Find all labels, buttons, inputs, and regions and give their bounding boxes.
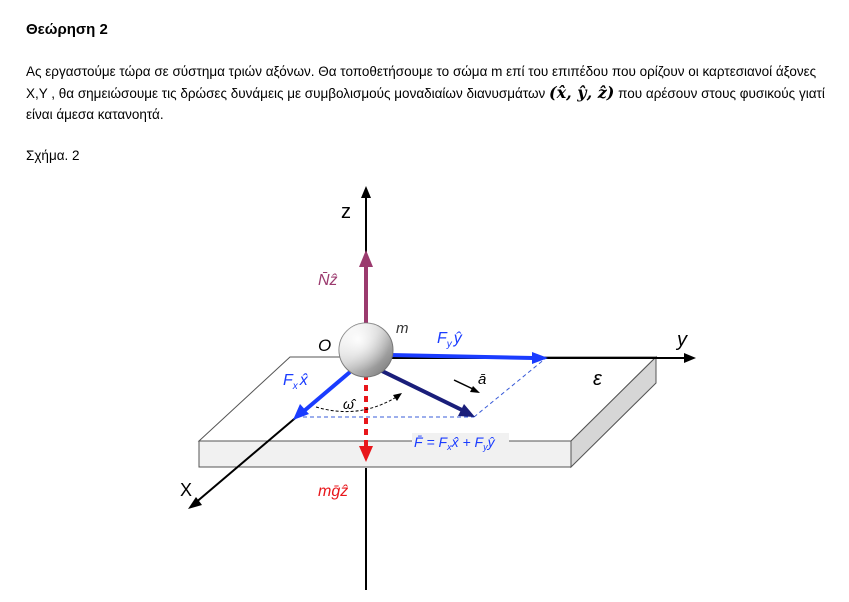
normal-force-label: N̄ẑ (318, 272, 338, 289)
resultant-unit-y: ŷ (487, 434, 495, 450)
heading: Θεώρηση 2 (26, 21, 108, 38)
force-x-unit: x̂ (299, 372, 308, 389)
y-axis-label: y (677, 329, 687, 351)
force-x-subscript: x (292, 381, 298, 392)
acceleration-label: ā (478, 371, 487, 388)
x-axis-label: X (180, 480, 193, 500)
figure-caption: Σχήμα. 2 (26, 148, 80, 163)
resultant-lhs: F̄ = F (414, 434, 448, 450)
force-y-symbol: F (437, 330, 447, 347)
paragraph-text-end: που αρέσουν στους φυσικούς γιατί είναι άμεσα κατανοητά. (26, 86, 825, 122)
plane-label: ε (593, 368, 602, 390)
z-axis-label: z (341, 201, 351, 223)
normal-force-arrow (359, 250, 373, 326)
resultant-mid: x̂ + F (451, 434, 484, 450)
force-y-unit: ŷ (453, 330, 462, 347)
force-x-symbol: F (283, 372, 293, 389)
mass-sphere (339, 323, 393, 377)
mass-label: m (396, 320, 409, 337)
resultant-sub-y: y (483, 442, 488, 452)
force-y-label (437, 330, 463, 350)
weight-label: mḡẑ (318, 483, 349, 500)
unit-vectors-notation: (x̂, ŷ, ẑ) (549, 83, 615, 102)
origin-label: O (318, 336, 332, 355)
resultant-sub-x: x (447, 442, 452, 452)
paragraph-text-start: Ας εργαστούμε τώρα σε σύστημα τριών αξόνων. Θα τοποθετήσουμε το σώμα m επί του επιπέδου που ορίζουν οι καρτεσιανοί άξονες X,Y , θα σημειώσουμε τις δρώσες δυνάμεις με συμβολισμούς μοναδιαίων διανυσμάτων (26, 64, 817, 101)
force-y-subscript: y (446, 339, 452, 350)
angle-label: ω̂ (343, 396, 354, 412)
